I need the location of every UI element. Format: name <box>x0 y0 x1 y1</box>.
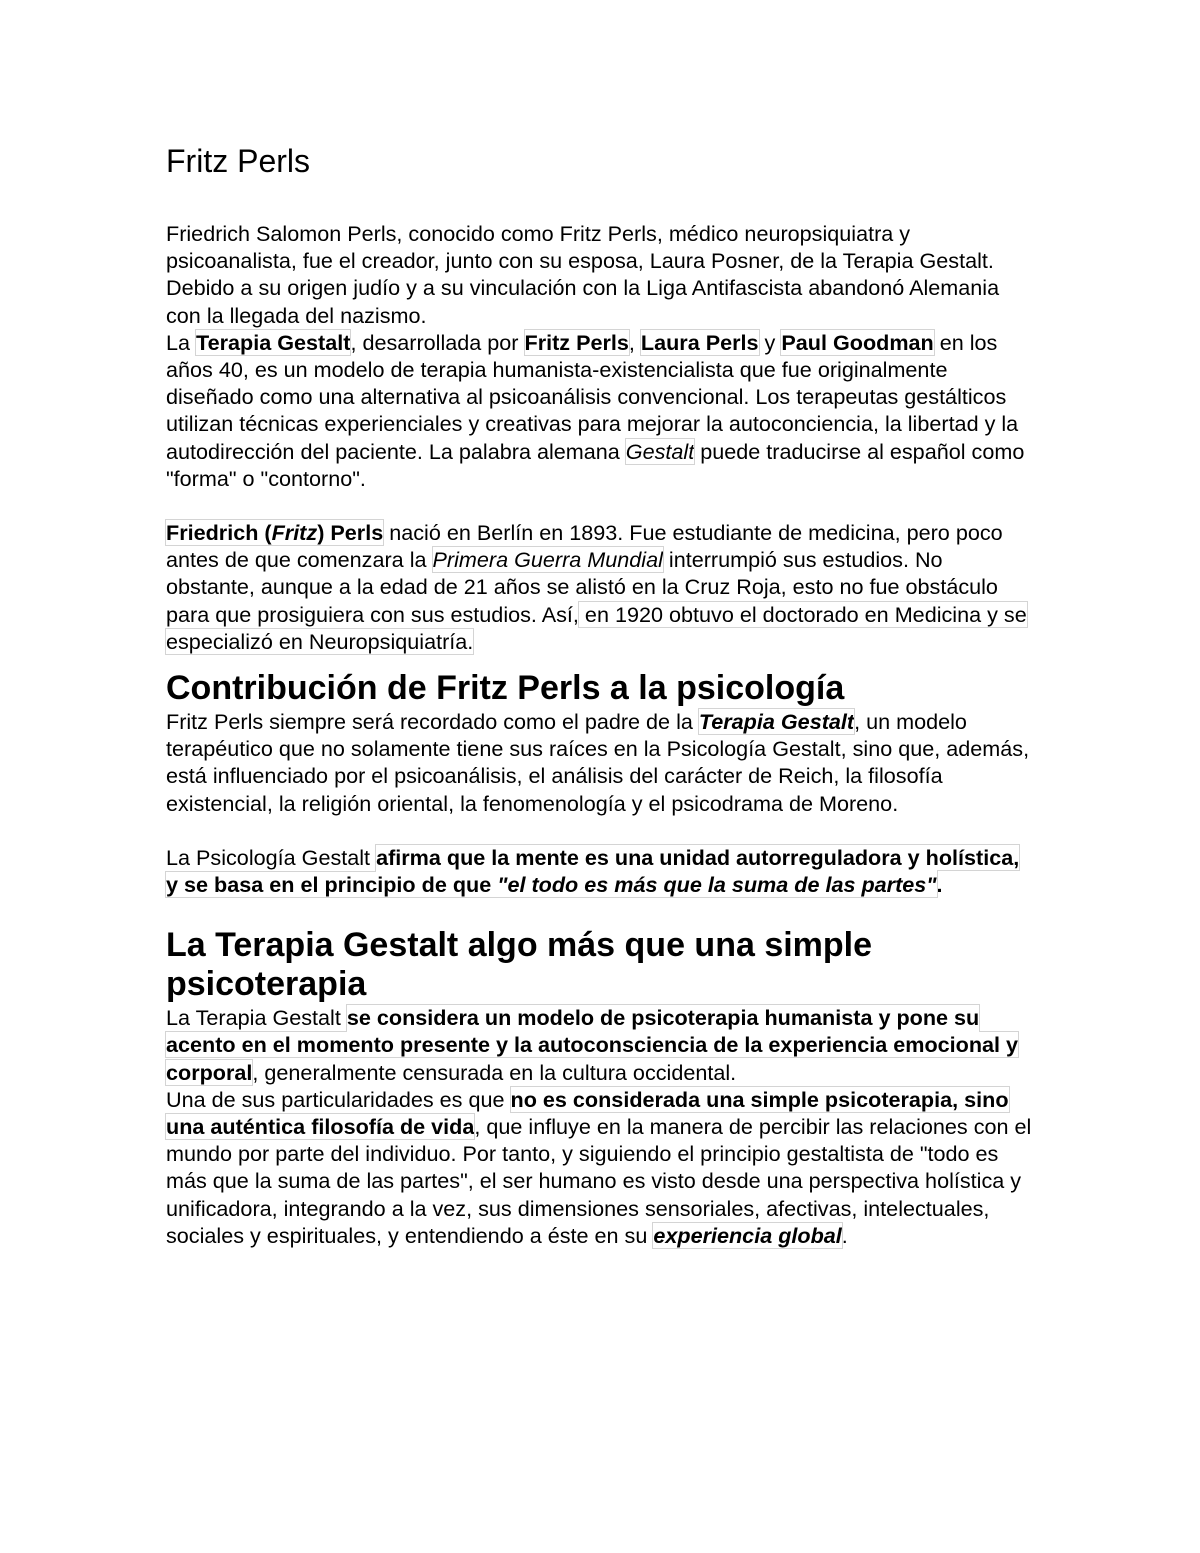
term-primera-guerra-mundial: Primera Guerra Mundial <box>432 547 663 573</box>
text-run: . <box>936 872 943 898</box>
term-terapia-gestalt: Terapia Gestalt <box>196 329 351 355</box>
quote-el-todo: "el todo es más que la suma de las partes" <box>497 872 937 898</box>
page-title: Fritz Perls <box>166 143 310 179</box>
highlighted-statement: no es considerada una simple psicoterapia, sino una auténtica filosofía de vida <box>166 1086 1009 1140</box>
section2-paragraph-1 <box>166 1004 1036 1086</box>
section1-paragraph-1 <box>166 708 1036 817</box>
text-run: y <box>758 329 782 355</box>
text-run: , que influye en la manera de percibir las relaciones con el mundo por parte del individuo. Por tanto, y siguiendo el principio gestaltista de "todo es más que la suma de las partes", el ser humano es visto desde una perspectiva holística y unificadora, integrando a la vez, sus dimensiones sensoriales, afectivas, intelectuales, sociales y espirituales, y entendiendo a éste en su <box>166 1114 1032 1248</box>
name-friedrich-fritz-perls <box>166 520 383 545</box>
paragraph-spacer <box>166 492 1036 519</box>
text-run: La Psicología Gestalt <box>166 844 377 870</box>
text-run: nació en Berlín en 1893. Fue estudiante de medicina, pero poco antes de que comenzara la <box>166 520 1003 573</box>
text-run: , desarrollada por <box>350 329 525 355</box>
section-heading-terapia-gestalt: La Terapia Gestalt algo más que una simple psicoterapia <box>166 926 873 1004</box>
section1-paragraph-2 <box>166 844 1036 898</box>
term-gestalt: Gestalt <box>625 438 695 464</box>
text-run: , <box>628 329 641 355</box>
text-run: , generalmente censurada en la cultura occidental. <box>252 1059 737 1085</box>
text-run: La Terapia Gestalt <box>166 1005 347 1031</box>
document-body <box>166 220 1036 1249</box>
text-run: . <box>841 1222 848 1248</box>
bold-run: ) Perls <box>317 520 384 546</box>
text-run: puede traducirse al español como "forma" o "contorno". <box>166 438 1025 491</box>
section-spacer <box>166 912 1036 926</box>
section-heading-contribucion: Contribución de Fritz Perls a la psicología <box>166 669 845 708</box>
section-spacer <box>166 898 1036 912</box>
term-terapia-gestalt: Terapia Gestalt <box>698 709 855 735</box>
name-paul-goodman: Paul Goodman <box>781 329 934 355</box>
term-experiencia-global: experiencia global <box>653 1222 842 1248</box>
name-fritz-perls: Fritz Perls <box>524 329 629 355</box>
text-run: en 1920 obtuvo el doctorado en Medicina y se especializó en Neuropsiquiatría. <box>166 601 1027 654</box>
text-run: en los años 40, es un modelo de terapia humanista-existencialista que fue originalmente diseñado como una alternativa al psicoanálisis convencional. Los terapeutas gestálticos utilizan técnicas experienciales y creativas para mejorar la autoconciencia, la libertad y la autodirección del paciente. La palabra alemana <box>166 329 1019 464</box>
bold-run: Friedrich ( <box>166 520 272 546</box>
section2-paragraph-2 <box>166 1086 1036 1249</box>
text-run: interrumpió sus estudios. No obstante, aunque a la edad de 21 años se alistó en la Cruz Roja, esto no fue obstáculo para que prosiguiera con sus estudios. Así, <box>166 547 998 627</box>
text-run: La <box>166 329 197 355</box>
paragraph-spacer <box>166 817 1036 844</box>
text-run: Fritz Perls siempre será recordado como el padre de la <box>166 709 699 735</box>
intro-paragraph-2 <box>166 329 1036 492</box>
bold-run: afirma que la mente es una unidad autorreguladora y holística, y se basa en el principio de que <box>166 844 1020 898</box>
text-run: , un modelo terapéutico que no solamente tiene sus raíces en la Psicología Gestalt, sino que, además, está influenciado por el psicoanálisis, el análisis del carácter de Reich, la filosofía existencial, la religión oriental, la fenomenología y el psicodrama de Moreno. <box>166 709 1030 816</box>
intro-paragraph-1: Friedrich Salomon Perls, conocido como Fritz Perls, médico neuropsiquiatra y psicoanalista, fue el creador, junto con su esposa, Laura Posner, de la Terapia Gestalt. Debido a su origen judío y a su vinculación con la Liga Antifascista abandonó Alemania con la llegada del nazismo. <box>166 221 1000 328</box>
intro-paragraph-3 <box>166 519 1036 655</box>
highlighted-statement: se considera un modelo de psicoterapia humanista y pone su acento en el momento presente y la autoconsciencia de la experiencia emocional y corporal <box>166 1005 1019 1085</box>
bold-italic-run: Fritz <box>271 520 318 546</box>
section-spacer <box>166 655 1036 669</box>
name-laura-perls: Laura Perls <box>640 329 759 355</box>
text-run: Una de sus particularidades es que <box>166 1086 511 1112</box>
